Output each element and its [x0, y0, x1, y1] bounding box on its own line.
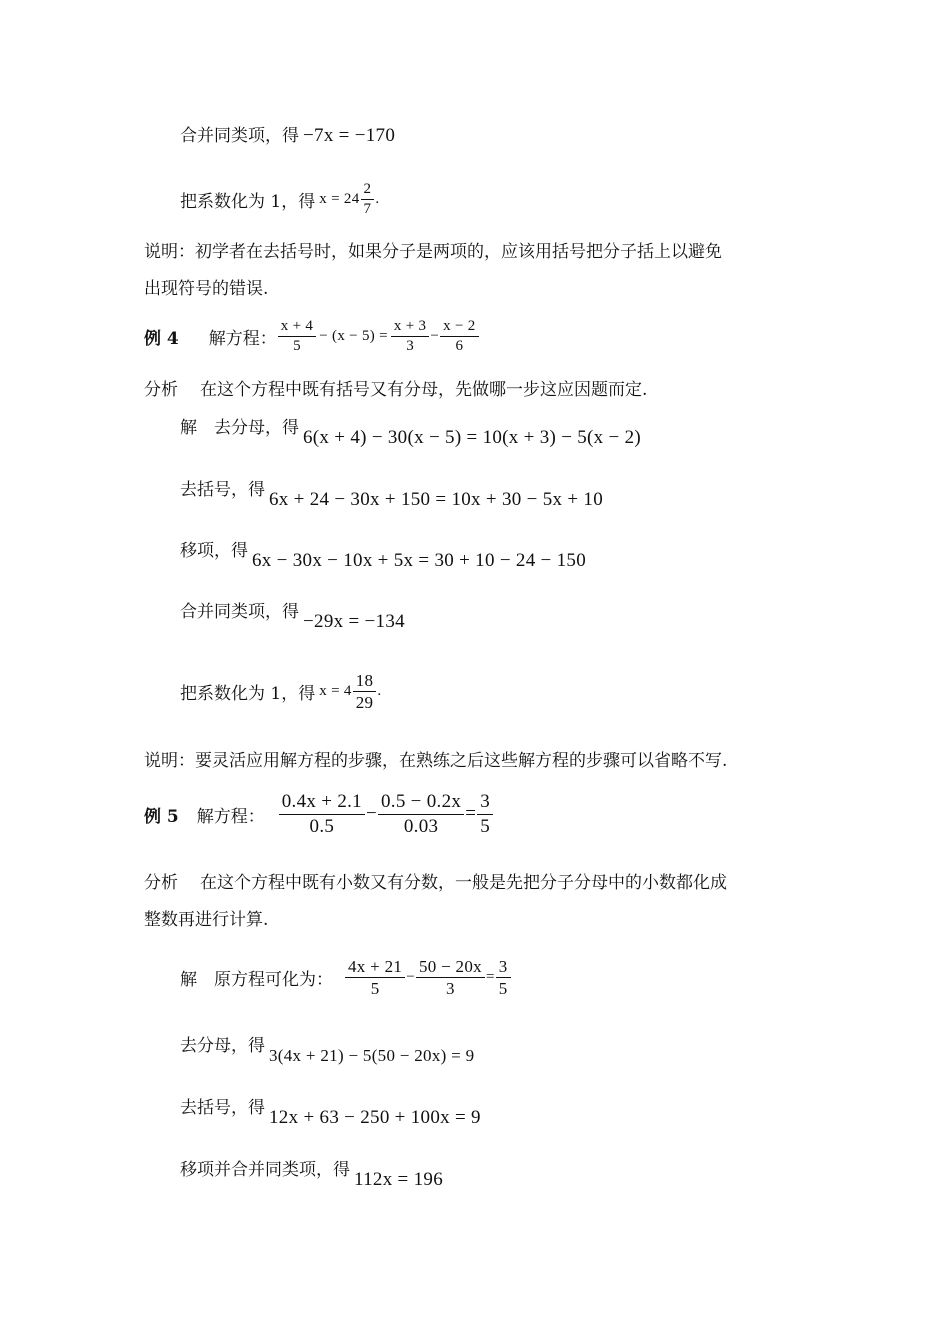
equation: 112x = 196	[354, 1169, 444, 1190]
equation-lhs: x = 4	[319, 683, 352, 700]
step-label: 解 原方程可化为：	[180, 970, 333, 991]
example-4-problem	[144, 317, 480, 356]
step-label: 去括号，得	[180, 480, 265, 500]
numerator: x + 4	[278, 317, 316, 337]
numerator: 50 − 20x	[416, 956, 485, 978]
equation: 3(4x + 21) − 5(50 − 20x) = 9	[269, 1046, 475, 1065]
example-5-problem	[144, 790, 494, 839]
solution-step	[180, 1096, 481, 1128]
fraction	[378, 790, 464, 839]
period: .	[375, 190, 380, 207]
step-label: 移项，得	[180, 541, 248, 561]
step-label: 把系数化为 1，得	[180, 191, 316, 212]
denominator: 0.03	[403, 815, 439, 837]
equation: 6x + 24 − 30x + 150 = 10x + 30 − 5x + 10	[269, 489, 604, 510]
note-line: 出现符号的错误.	[144, 279, 269, 299]
step-label: 合并同类项，得	[180, 126, 299, 146]
numerator: 3	[477, 790, 493, 815]
solution-step	[180, 600, 405, 632]
denominator: 5	[293, 337, 301, 354]
fraction	[278, 317, 316, 356]
operator: −	[430, 327, 440, 344]
solution-5-rewrite	[180, 956, 512, 1000]
analysis-text: 在这个方程中既有括号又有分母，先做哪一步这应因题而定.	[200, 380, 648, 400]
solution-step	[180, 539, 587, 571]
fraction	[477, 790, 493, 839]
step-label: 合并同类项，得	[180, 602, 299, 622]
fraction	[279, 790, 365, 839]
numerator: 4x + 21	[345, 956, 405, 978]
analysis-4	[144, 378, 647, 402]
equation: 6x − 30x − 10x + 5x = 30 + 10 − 24 − 150	[252, 550, 587, 571]
numerator: 3	[496, 956, 511, 978]
denominator: 6	[455, 337, 464, 354]
period: .	[377, 683, 382, 700]
operator: −	[406, 969, 415, 986]
numerator: x − 2	[440, 317, 478, 337]
fraction	[440, 317, 478, 356]
problem-label: 解方程：	[196, 806, 265, 827]
example-tag: 例 4	[144, 328, 179, 349]
numerator: 0.5 − 0.2x	[378, 790, 464, 815]
analysis-text: 在这个方程中既有小数又有分数，一般是先把分子分母中的小数都化成	[200, 873, 727, 893]
operator: =	[465, 803, 477, 825]
solution-step	[180, 1158, 444, 1190]
denominator: 29	[355, 693, 374, 713]
equation: −29x = −134	[303, 611, 405, 632]
step-normalize	[180, 180, 379, 219]
solution-step	[180, 478, 604, 510]
fraction	[391, 317, 429, 356]
equation: 12x + 63 − 250 + 100x = 9	[269, 1107, 481, 1128]
denominator: 5	[370, 979, 380, 999]
analysis-text: 整数再进行计算.	[144, 910, 269, 930]
equation-lhs: x = 24	[319, 190, 360, 207]
numerator: 2	[361, 180, 375, 200]
step-label: 去分母，得	[180, 1036, 265, 1056]
fraction	[416, 956, 485, 1000]
denominator: 5	[480, 815, 491, 837]
fraction	[361, 180, 375, 219]
denominator: 3	[446, 979, 455, 999]
analysis-tag: 分析	[144, 873, 178, 893]
denominator: 3	[406, 337, 415, 354]
operator: − (x − 5) =	[319, 327, 388, 344]
equation: −7x = −170	[303, 125, 396, 146]
step-normalize	[180, 670, 381, 714]
denominator: 0.5	[309, 815, 335, 837]
note-line: 说明：初学者在去括号时，如果分子是两项的，应该用括号把分子括上以避免	[144, 242, 722, 262]
numerator: 18	[353, 670, 377, 692]
numerator: 0.4x + 2.1	[279, 790, 365, 815]
denominator: 5	[498, 979, 508, 999]
note-line: 说明：要灵活应用解方程的步骤，在熟练之后这些解方程的步骤可以省略不写.	[144, 751, 728, 771]
analysis-5	[144, 871, 727, 895]
problem-label: 解方程：	[208, 328, 277, 349]
operator: −	[365, 803, 377, 825]
step-label: 去括号，得	[180, 1098, 265, 1118]
solution-step	[180, 416, 642, 448]
equation: 6(x + 4) − 30(x − 5) = 10(x + 3) − 5(x − 2)	[303, 427, 642, 448]
fraction	[345, 956, 405, 1000]
numerator: x + 3	[391, 317, 429, 337]
fraction	[496, 956, 511, 1000]
solution-step	[180, 1034, 475, 1065]
analysis-tag: 分析	[144, 380, 178, 400]
step-label: 移项并合并同类项，得	[180, 1160, 350, 1180]
denominator: 7	[363, 200, 372, 217]
fraction	[353, 670, 377, 714]
step-label: 把系数化为 1，得	[180, 684, 316, 705]
step-combine-terms	[180, 124, 395, 148]
step-label: 解 去分母，得	[180, 418, 299, 438]
example-tag: 例 5	[144, 806, 179, 827]
operator: =	[485, 969, 495, 986]
